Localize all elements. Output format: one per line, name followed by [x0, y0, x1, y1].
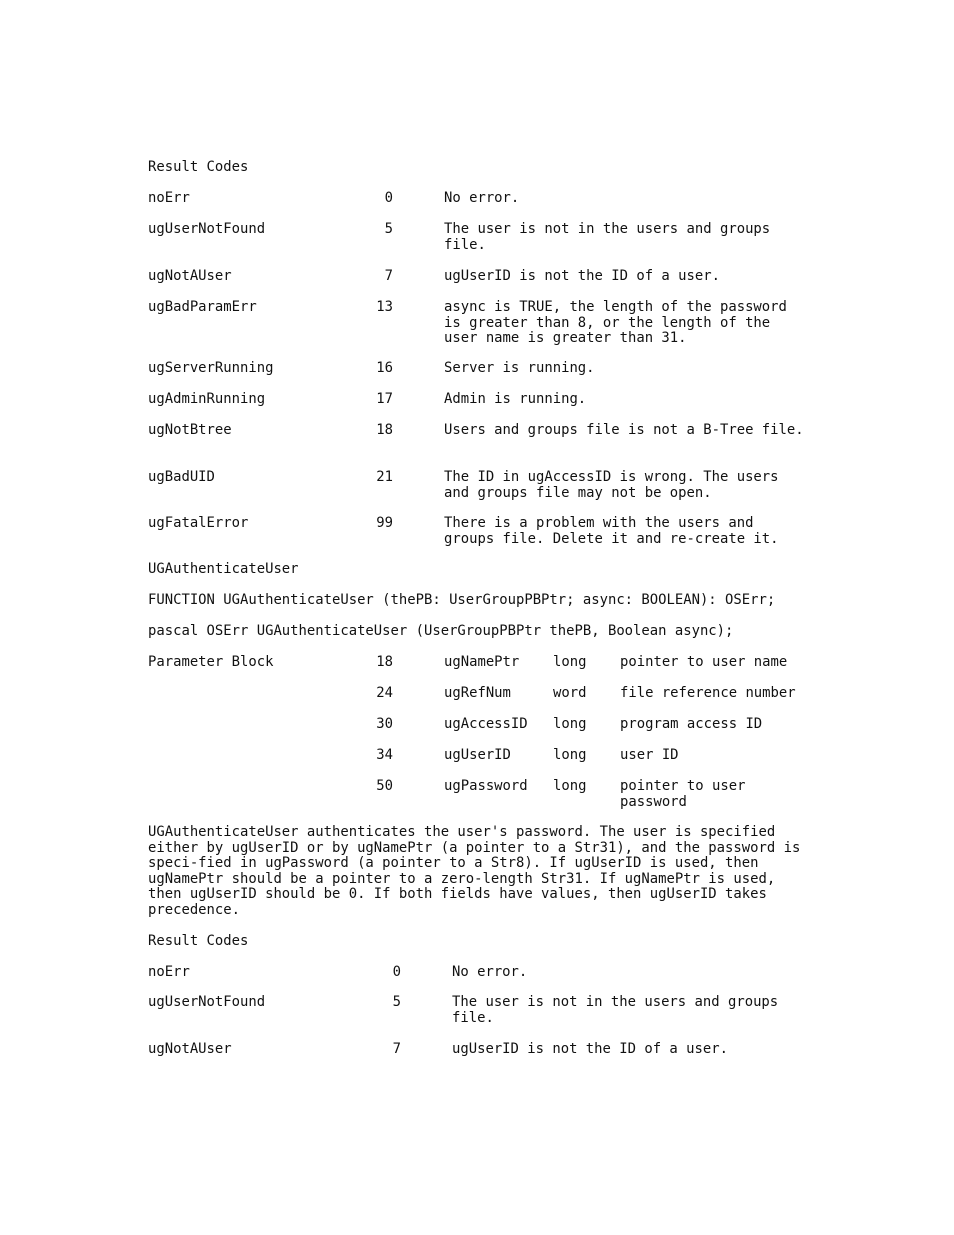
- result-code-value: 99: [376, 515, 393, 531]
- param-name: ugUserID: [444, 747, 511, 763]
- result-code-name: ugAdminRunning: [148, 391, 266, 407]
- param-desc: pointer to user password: [620, 778, 746, 810]
- function-description: UGAuthenticateUser authenticates the user's password. The user is specified either by ugUserID or by ugNamePtr (a pointer to a Str31), and the password is speci-fied in ugPassword (a pointer to a Str8). If ugUserID is used, then ugNamePtr should be a pointer to a zero-length Str31. If ugNamePtr is used, then ugUserID should be 0. If both fields have values, then ugUserID takes precedence.: [148, 824, 801, 918]
- result-code-value: 18: [376, 422, 393, 438]
- param-offset: 18: [376, 654, 393, 670]
- param-size: long: [553, 654, 587, 670]
- result-code-name: ugBadUID: [148, 469, 215, 485]
- result-code-name: ugBadParamErr: [148, 299, 257, 315]
- result-code-desc: async is TRUE, the length of the password is greater than 8, or the length of the user name is greater than 31.: [444, 299, 787, 346]
- result-codes-heading: Result Codes: [148, 933, 249, 949]
- result-code-name: ugFatalError: [148, 515, 249, 531]
- result-code-value: 16: [376, 360, 393, 376]
- param-offset: 34: [376, 747, 393, 763]
- param-name: ugAccessID: [444, 716, 528, 732]
- c-declaration: pascal OSErr UGAuthenticateUser (UserGroupPBPtr thePB, Boolean async);: [148, 623, 734, 639]
- result-code-value: 5: [384, 221, 393, 237]
- result-code-desc: Server is running.: [444, 360, 595, 376]
- result-code-name: ugNotAUser: [148, 1041, 232, 1057]
- result-code-value: 0: [384, 190, 393, 206]
- result-code-value: 5: [392, 994, 401, 1010]
- result-code-desc: ugUserID is not the ID of a user.: [452, 1041, 728, 1057]
- pascal-declaration: FUNCTION UGAuthenticateUser (thePB: UserGroupPBPtr; async: BOOLEAN): OSErr;: [148, 592, 776, 608]
- param-name: ugNamePtr: [444, 654, 520, 670]
- result-code-name: ugServerRunning: [148, 360, 274, 376]
- result-code-desc: Users and groups file is not a B-Tree file.: [444, 422, 804, 438]
- param-offset: 30: [376, 716, 393, 732]
- result-code-desc: The ID in ugAccessID is wrong. The users and groups file may not be open.: [444, 469, 779, 501]
- param-size: long: [553, 747, 587, 763]
- result-code-desc: No error.: [444, 190, 520, 206]
- result-code-name: ugNotAUser: [148, 268, 232, 284]
- param-offset: 24: [376, 685, 393, 701]
- function-title: UGAuthenticateUser: [148, 561, 299, 577]
- result-code-name: ugUserNotFound: [148, 994, 266, 1010]
- result-code-name: ugUserNotFound: [148, 221, 266, 237]
- param-size: long: [553, 778, 587, 794]
- result-code-desc: There is a problem with the users and groups file. Delete it and re-create it.: [444, 515, 779, 547]
- result-code-desc: The user is not in the users and groups file.: [444, 221, 771, 253]
- param-name: ugRefNum: [444, 685, 511, 701]
- param-desc: user ID: [620, 747, 679, 763]
- param-name: ugPassword: [444, 778, 528, 794]
- result-code-desc: No error.: [452, 964, 528, 980]
- result-code-name: noErr: [148, 190, 190, 206]
- param-desc: program access ID: [620, 716, 763, 732]
- parameter-block-label: Parameter Block: [148, 654, 274, 670]
- result-code-value: 17: [376, 391, 393, 407]
- result-code-desc: The user is not in the users and groups file.: [452, 994, 779, 1026]
- param-desc: pointer to user name: [620, 654, 788, 670]
- result-code-name: noErr: [148, 964, 190, 980]
- result-code-value: 7: [384, 268, 393, 284]
- result-code-value: 13: [376, 299, 393, 315]
- param-size: long: [553, 716, 587, 732]
- result-code-desc: Admin is running.: [444, 391, 587, 407]
- result-code-desc: ugUserID is not the ID of a user.: [444, 268, 720, 284]
- result-code-value: 7: [392, 1041, 401, 1057]
- result-code-value: 0: [392, 964, 401, 980]
- result-code-name: ugNotBtree: [148, 422, 232, 438]
- result-code-value: 21: [376, 469, 393, 485]
- param-desc: file reference number: [620, 685, 796, 701]
- result-codes-heading: Result Codes: [148, 159, 249, 175]
- param-offset: 50: [376, 778, 393, 794]
- param-size: word: [553, 685, 587, 701]
